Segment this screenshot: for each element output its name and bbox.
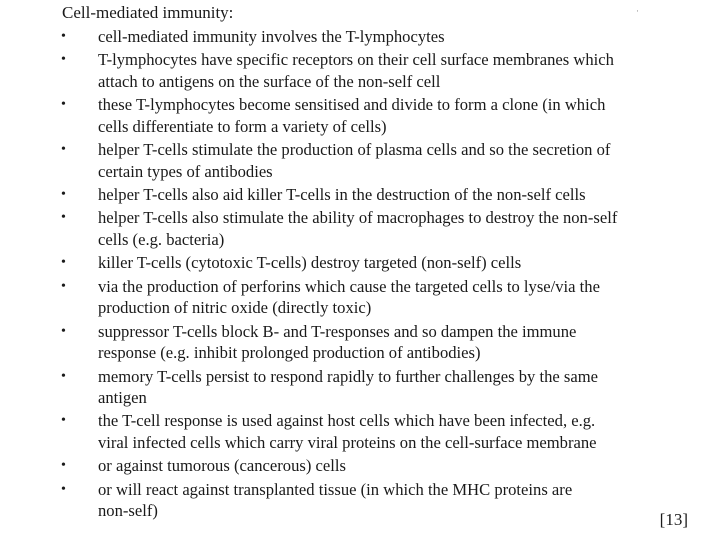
bullet-item (60, 321, 700, 364)
bullet-dot: • (61, 52, 66, 68)
bullet-dot: • (61, 481, 66, 497)
bullet-line: certain types of antibodies (98, 161, 273, 181)
bullet-line: these T-lymphocytes become sensitised and divide to form a clone (in which (98, 95, 606, 115)
bullet-item (60, 276, 700, 319)
bullet-item (60, 410, 700, 453)
bullet-item (60, 26, 700, 48)
bullet-line: helper T-cells stimulate the production of plasma cells and so the secretion of (98, 140, 611, 160)
bullet-dot: • (61, 413, 66, 429)
bullet-line: the T-cell response is used against host cells which have been infected, e.g. (98, 411, 596, 431)
bullet-item (60, 252, 700, 274)
bullet-line: or will react against transplanted tissue (in which the MHC proteins are (98, 479, 573, 499)
bullet-item (60, 479, 700, 522)
bullet-line: T-lymphocytes have specific receptors on their cell surface membranes which (98, 50, 614, 70)
bullet-dot: • (61, 29, 66, 44)
bullet-item (60, 455, 700, 477)
bullet-line: cell-mediated immunity involves the T-lymphocytes (98, 27, 445, 46)
bullet-line: suppressor T-cells block B- and T-responses and so dampen the immune (98, 321, 577, 341)
bullet-dot: • (61, 187, 66, 203)
bullet-line: cells (e.g. bacteria) (98, 229, 225, 249)
section-heading: Cell-mediated immunity: (62, 3, 234, 22)
bullet-line: non-self) (98, 501, 158, 521)
bullet-item (60, 184, 700, 206)
bullet-dot: • (61, 255, 66, 271)
bullet-dot: • (61, 210, 66, 226)
bullet-dot: • (61, 97, 66, 113)
bullet-line: viral infected cells which carry viral proteins on the cell-surface membrane (98, 432, 597, 452)
bullet-line: attach to antigens on the surface of the non-self cell (98, 71, 441, 91)
bullet-item (60, 366, 700, 409)
bullet-dot: • (61, 368, 66, 384)
bullet-item (60, 207, 700, 250)
bullet-list (60, 26, 700, 524)
bullet-item (60, 49, 700, 92)
bullet-item (60, 139, 700, 182)
scan-speck: · (636, 6, 639, 16)
bullet-item (60, 94, 700, 137)
bullet-dot: • (61, 142, 66, 158)
bullet-line: production of nitric oxide (directly toxic) (98, 298, 372, 318)
bullet-line: helper T-cells also stimulate the ability of macrophages to destroy the non-self (98, 208, 618, 228)
bullet-line: cells differentiate to form a variety of cells) (98, 116, 387, 136)
bullet-line: killer T-cells (cytotoxic T-cells) destroy targeted (non-self) cells (98, 253, 522, 273)
marks-total: [13] (659, 510, 688, 529)
bullet-line: antigen (98, 388, 147, 408)
bullet-line: or against tumorous (cancerous) cells (98, 456, 346, 476)
bullet-line: helper T-cells also aid killer T-cells in the destruction of the non-self cells (98, 185, 586, 205)
bullet-line: via the production of perforins which cause the targeted cells to lyse/via the (98, 276, 600, 296)
bullet-dot: • (61, 458, 66, 474)
bullet-line: memory T-cells persist to respond rapidly to further challenges by the same (98, 366, 598, 386)
bullet-dot: • (61, 278, 66, 294)
bullet-dot: • (61, 323, 66, 339)
bullet-line: response (e.g. inhibit prolonged production of antibodies) (98, 343, 481, 363)
